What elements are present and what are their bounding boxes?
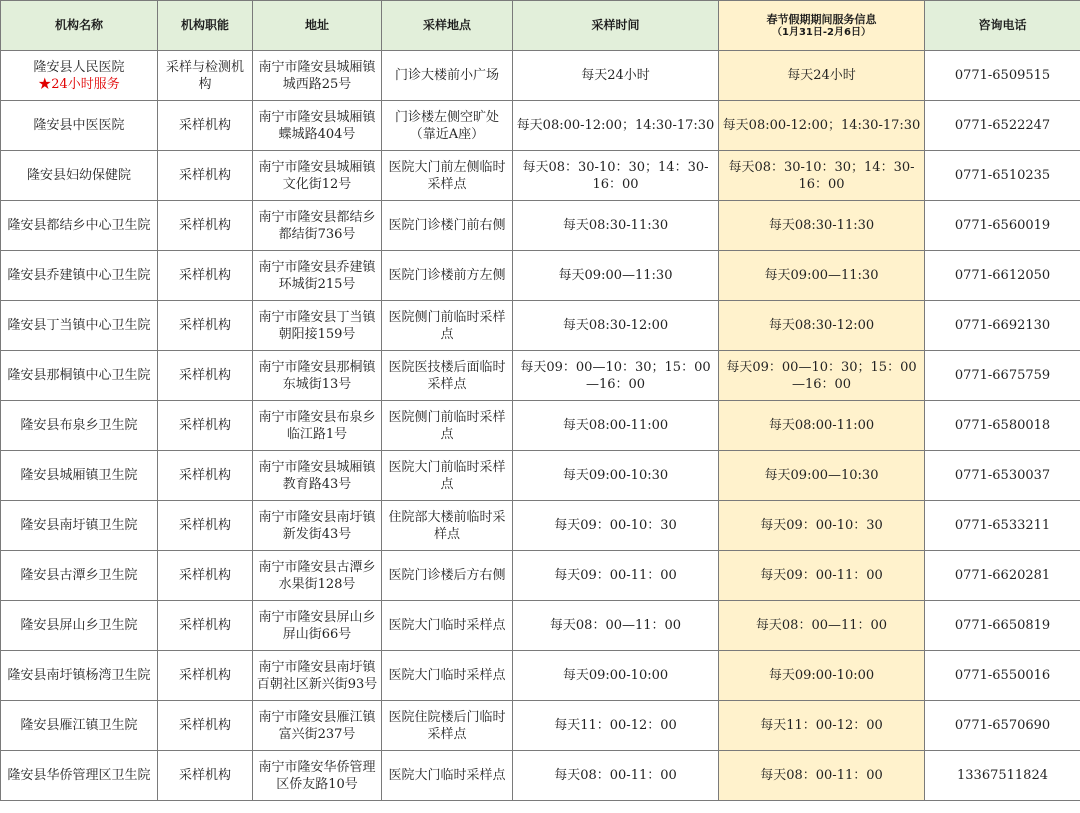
institution-role: 采样机构 [158, 251, 253, 301]
institution-address: 南宁市隆安县丁当镇朝阳接159号 [253, 301, 382, 351]
institution-role: 采样机构 [158, 301, 253, 351]
institution-role: 采样机构 [158, 101, 253, 151]
institution-address: 南宁市隆安县乔建镇环城街215号 [253, 251, 382, 301]
header-holiday-title: 春节假期期间服务信息 [766, 12, 877, 26]
service-note: ★24小时服务 [38, 76, 120, 92]
institution-name-cell [1, 551, 158, 601]
sampling-time: 每天08：00—11：00 [513, 601, 719, 651]
table-row [1, 751, 1080, 801]
sampling-site: 门诊大楼前小广场 [382, 51, 513, 101]
sampling-site: 医院医技楼后面临时采样点 [382, 351, 513, 401]
institution-role: 采样机构 [158, 551, 253, 601]
institution-role: 采样机构 [158, 751, 253, 801]
institution-address: 南宁市隆安县南圩镇新发街43号 [253, 501, 382, 551]
holiday-service-time: 每天09：00-11：00 [719, 551, 925, 601]
institution-name-cell [1, 301, 158, 351]
institution-role: 采样机构 [158, 351, 253, 401]
sampling-site: 医院侧门前临时采样点 [382, 401, 513, 451]
sampling-time: 每天09：00-10：30 [513, 501, 719, 551]
institution-address: 南宁市隆安县都结乡都结街736号 [253, 201, 382, 251]
institution-name-cell [1, 501, 158, 551]
holiday-service-time: 每天11：00-12：00 [719, 701, 925, 751]
institution-name: 隆安县布泉乡卫生院 [20, 418, 138, 433]
table-row [1, 151, 1080, 201]
sampling-time: 每天09：00-11：00 [513, 551, 719, 601]
header-time: 采样时间 [513, 1, 719, 51]
institution-address: 南宁市隆安县城厢镇文化街12号 [253, 151, 382, 201]
holiday-service-time: 每天08:30-11:30 [719, 201, 925, 251]
institution-role: 采样机构 [158, 501, 253, 551]
sampling-time: 每天08：00-11：00 [513, 751, 719, 801]
institution-address: 南宁市隆安县古潭乡水果街128号 [253, 551, 382, 601]
sampling-site: 医院大门前临时采样点 [382, 451, 513, 501]
institution-name: 隆安县南圩镇杨湾卫生院 [7, 668, 151, 683]
sampling-site: 医院大门前左侧临时采样点 [382, 151, 513, 201]
institution-name-cell [1, 201, 158, 251]
institution-name-cell [1, 251, 158, 301]
holiday-service-time: 每天08:30-12:00 [719, 301, 925, 351]
institution-name-cell [1, 401, 158, 451]
institution-address: 南宁市隆安县屏山乡屏山街66号 [253, 601, 382, 651]
sampling-site: 医院门诊楼前方左侧 [382, 251, 513, 301]
sampling-time: 每天08:00-11:00 [513, 401, 719, 451]
institution-address: 南宁市隆安县布泉乡临江路1号 [253, 401, 382, 451]
holiday-service-time: 每天09:00-10:00 [719, 651, 925, 701]
consult-phone: 0771-6570690 [925, 701, 1080, 751]
header-name: 机构名称 [1, 1, 158, 51]
institution-name-cell [1, 651, 158, 701]
sampling-time: 每天08:30-12:00 [513, 301, 719, 351]
table-row [1, 351, 1080, 401]
holiday-service-time: 每天08：00—11：00 [719, 601, 925, 651]
institution-name: 隆安县乔建镇中心卫生院 [7, 268, 151, 283]
consult-phone: 0771-6650819 [925, 601, 1080, 651]
sampling-time: 每天08:00-12:00；14:30-17:30 [513, 101, 719, 151]
sampling-time: 每天11：00-12：00 [513, 701, 719, 751]
table-row [1, 451, 1080, 501]
holiday-service-time: 每天09：00-10：30 [719, 501, 925, 551]
institution-name: 隆安县丁当镇中心卫生院 [7, 318, 151, 333]
consult-phone: 0771-6533211 [925, 501, 1080, 551]
consult-phone: 0771-6560019 [925, 201, 1080, 251]
sampling-time: 每天08：30-10：30；14：30-16：00 [513, 151, 719, 201]
table-row [1, 601, 1080, 651]
table-row [1, 51, 1080, 101]
consult-phone: 0771-6550016 [925, 651, 1080, 701]
institution-address: 南宁市隆安华侨管理区侨友路10号 [253, 751, 382, 801]
sampling-site: 门诊楼左侧空旷处（靠近A座） [382, 101, 513, 151]
sampling-site: 医院住院楼后门临时采样点 [382, 701, 513, 751]
institution-role: 采样机构 [158, 451, 253, 501]
consult-phone: 0771-6530037 [925, 451, 1080, 501]
consult-phone: 0771-6620281 [925, 551, 1080, 601]
sampling-site: 医院侧门前临时采样点 [382, 301, 513, 351]
sampling-time: 每天09:00-10:30 [513, 451, 719, 501]
consult-phone: 0771-6509515 [925, 51, 1080, 101]
sampling-time: 每天08:30-11:30 [513, 201, 719, 251]
table-row [1, 251, 1080, 301]
header-role: 机构职能 [158, 1, 253, 51]
holiday-service-time: 每天09:00—10:30 [719, 451, 925, 501]
institution-name: 隆安县中医医院 [33, 118, 125, 133]
table-body [1, 51, 1080, 801]
sampling-site: 医院门诊楼门前右侧 [382, 201, 513, 251]
institution-address: 南宁市隆安县那桐镇东城街13号 [253, 351, 382, 401]
header-address: 地址 [253, 1, 382, 51]
consult-phone: 0771-6580018 [925, 401, 1080, 451]
holiday-service-time: 每天09:00—11:30 [719, 251, 925, 301]
sampling-time: 每天09:00—11:30 [513, 251, 719, 301]
institution-address: 南宁市隆安县城厢镇教育路43号 [253, 451, 382, 501]
institution-name-cell [1, 351, 158, 401]
table-header [1, 1, 1080, 51]
consult-phone: 0771-6510235 [925, 151, 1080, 201]
institution-address: 南宁市隆安县城厢镇城西路25号 [253, 51, 382, 101]
institution-name-cell [1, 101, 158, 151]
institution-name-cell [1, 701, 158, 751]
consult-phone: 13367511824 [925, 751, 1080, 801]
institution-role: 采样机构 [158, 151, 253, 201]
holiday-service-time: 每天08：00-11：00 [719, 751, 925, 801]
sampling-site: 医院门诊楼后方右侧 [382, 551, 513, 601]
institution-address: 南宁市隆安县雁江镇富兴街237号 [253, 701, 382, 751]
institution-name: 隆安县妇幼保健院 [26, 168, 131, 183]
institution-role: 采样机构 [158, 651, 253, 701]
institution-name: 隆安县华侨管理区卫生院 [7, 768, 151, 783]
sampling-site: 住院部大楼前临时采样点 [382, 501, 513, 551]
institution-name: 隆安县人民医院 [33, 59, 125, 75]
institution-name: 隆安县那桐镇中心卫生院 [7, 368, 151, 383]
institution-role: 采样机构 [158, 201, 253, 251]
header-site: 采样地点 [382, 1, 513, 51]
header-holiday [719, 1, 925, 51]
institution-name: 隆安县古潭乡卫生院 [20, 568, 138, 583]
table-row [1, 301, 1080, 351]
institution-address: 南宁市隆安县城厢镇蝶城路404号 [253, 101, 382, 151]
table-row [1, 401, 1080, 451]
institution-name-cell [1, 751, 158, 801]
table-row [1, 201, 1080, 251]
institution-name-cell [1, 151, 158, 201]
table-row [1, 701, 1080, 751]
institution-name-cell [1, 451, 158, 501]
institution-name: 隆安县南圩镇卫生院 [20, 518, 138, 533]
holiday-service-time: 每天08：30-10：30；14：30-16：00 [719, 151, 925, 201]
table-row [1, 651, 1080, 701]
sampling-site: 医院大门临时采样点 [382, 601, 513, 651]
sampling-time: 每天24小时 [513, 51, 719, 101]
institution-name: 隆安县雁江镇卫生院 [20, 718, 138, 733]
institution-role: 采样机构 [158, 401, 253, 451]
consult-phone: 0771-6675759 [925, 351, 1080, 401]
holiday-service-time: 每天24小时 [719, 51, 925, 101]
institution-name: 隆安县都结乡中心卫生院 [7, 218, 151, 233]
institution-name-cell [1, 51, 158, 101]
consult-phone: 0771-6692130 [925, 301, 1080, 351]
table-row [1, 101, 1080, 151]
header-phone: 咨询电话 [925, 1, 1080, 51]
institution-role: 采样与检测机构 [158, 51, 253, 101]
holiday-service-time: 每天09：00—10：30；15：00—16：00 [719, 351, 925, 401]
institution-name: 隆安县屏山乡卫生院 [20, 618, 138, 633]
institution-role: 采样机构 [158, 701, 253, 751]
header-holiday-range: （1月31日-2月6日） [772, 26, 871, 38]
sampling-time: 每天09：00—10：30；15：00—16：00 [513, 351, 719, 401]
sampling-site: 医院大门临时采样点 [382, 751, 513, 801]
institution-address: 南宁市隆安县南圩镇百朝社区新兴街93号 [253, 651, 382, 701]
institution-name-cell [1, 601, 158, 651]
consult-phone: 0771-6522247 [925, 101, 1080, 151]
holiday-service-time: 每天08:00-12:00；14:30-17:30 [719, 101, 925, 151]
holiday-service-time: 每天08:00-11:00 [719, 401, 925, 451]
sampling-time: 每天09:00-10:00 [513, 651, 719, 701]
table-row [1, 501, 1080, 551]
table-row [1, 551, 1080, 601]
consult-phone: 0771-6612050 [925, 251, 1080, 301]
institution-role: 采样机构 [158, 601, 253, 651]
institution-name: 隆安县城厢镇卫生院 [20, 468, 138, 483]
header-row [1, 1, 1080, 51]
sampling-site: 医院大门临时采样点 [382, 651, 513, 701]
